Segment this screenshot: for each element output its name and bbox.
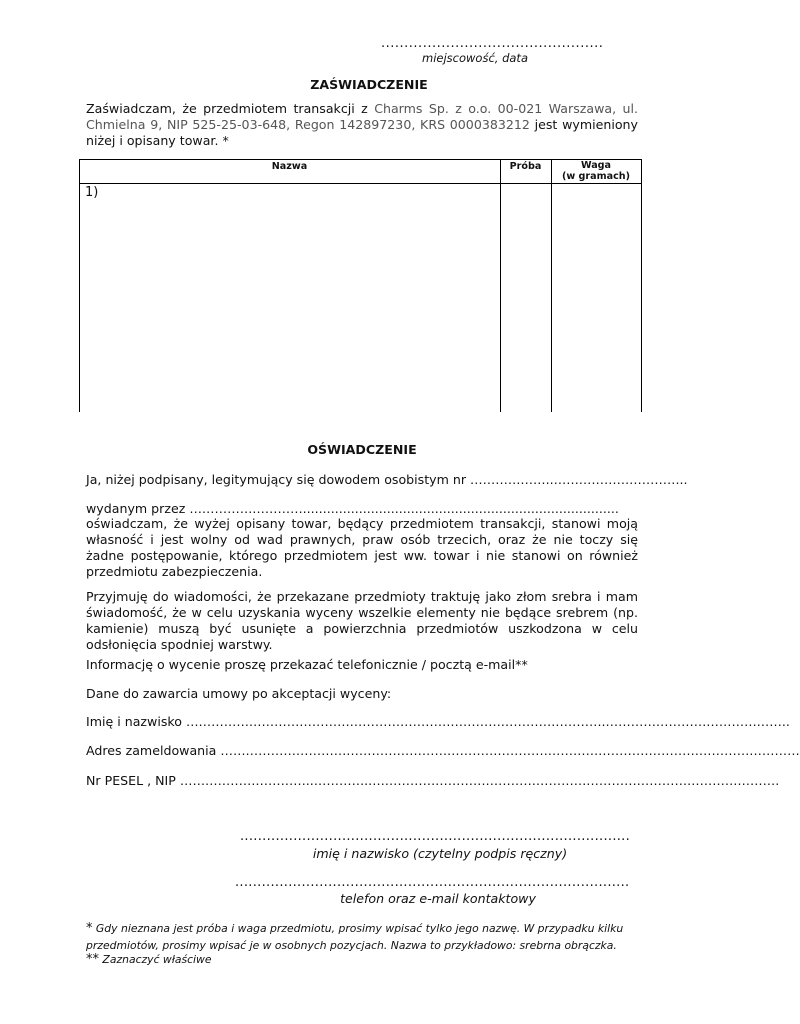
issued-by-dots[interactable]: ………………………............................................................................... xyxy=(189,501,619,516)
company-details: Charms Sp. z o.o. 00-021 Warszawa, ul. Chmielna 9, NIP 525-25-03-648, Regon 142897230, KRS 0000383212 xyxy=(86,101,638,132)
place-date-dots[interactable]: ................................................ xyxy=(381,36,604,51)
footnote-2 xyxy=(86,951,646,968)
declaration-paragraph-2: Przyjmuję do wiadomości, że przekazane przedmioty traktuję jako złom srebra i mam świadomość, że w celu uzyskania wyceny wszelkie elementy nie będące srebrem (np. kamienie) muszą być usunięte a powierzchnia przedmiotów uszkodzona w celu odsłonięcia spodniej warstwy. xyxy=(86,589,638,652)
contact-line[interactable]: ......................................................................................... xyxy=(235,875,630,890)
declaration-paragraph-4: Dane do zawarcia umowy po akceptacji wyceny: xyxy=(86,686,392,701)
certificate-title: ZAŚWIADCZENIE xyxy=(310,77,428,92)
id-number-field[interactable]: Ja, niżej podpisany, legitymujący się dowodem osobistym nr ………………..………………………….. xyxy=(86,472,688,487)
pesel-nip-field[interactable]: Nr PESEL , NIP …………………………..…………..……………………………………………………………………………………. xyxy=(86,773,780,788)
footnote-1-text: Gdy nieznana jest próba i waga przedmiotu, prosimy wpisać tylko jego nazwę. W przypadku kilku przedmiotów, prosimy wpisać je w osobnych pozycjach. Nazwa to przykładowo: srebrna obrączka. xyxy=(86,922,624,952)
signature-label: imię i nazwisko (czytelny podpis ręczny) xyxy=(312,846,568,861)
goods-table xyxy=(79,159,642,412)
signature-line[interactable]: ........................................................................................ xyxy=(240,829,631,844)
table-right-border xyxy=(641,159,642,412)
table-left-border xyxy=(79,159,80,412)
col-header-weight-line2: (w gramach) xyxy=(561,171,631,182)
footnote-2-text: Zaznaczyć właściwe xyxy=(99,953,212,966)
place-date-label: miejscowość, data xyxy=(422,51,528,65)
contact-label: telefon oraz e-mail kontaktowy xyxy=(340,891,536,906)
table-col-divider-1 xyxy=(500,159,501,412)
table-row-number[interactable]: 1) xyxy=(85,185,99,200)
footnote-2-marker: ** xyxy=(86,952,99,967)
issued-by-label: wydanym przez xyxy=(86,501,190,516)
col-header-weight xyxy=(551,160,641,182)
declaration-paragraph-1: oświadczam, że wyżej opisany towar, będący przedmiotem transakcji, stanowi moją własność i jest wolny od wad prawnych, praw osób trzecich, oraz że nie toczy się żadne postępowanie, którego przedmiotem jest ww. towar i nie stanowi on również przedmiotu zabezpieczenia. xyxy=(86,516,638,579)
full-name-field[interactable]: Imię i nazwisko ……………………………………………………………………………………….…………………………………….. xyxy=(86,714,790,729)
certificate-text xyxy=(86,101,638,149)
table-col-divider-2 xyxy=(551,159,552,412)
issued-by-field[interactable] xyxy=(86,501,638,517)
col-header-sample: Próba xyxy=(509,161,542,172)
declaration-paragraph-3: Informację o wycenie proszę przekazać telefonicznie / pocztą e-mail** xyxy=(86,657,528,672)
footnote-1 xyxy=(86,920,646,954)
declaration-title: OŚWIADCZENIE xyxy=(307,442,417,457)
col-header-name: Nazwa xyxy=(271,161,308,172)
table-header-border xyxy=(79,183,642,184)
certificate-text-after: jest wymieniony niżej i opisany towar. * xyxy=(86,117,638,148)
address-field[interactable]: Adres zameldowania ………………………………………………………………………………………………………………………… xyxy=(86,743,800,758)
col-header-weight-line1: Waga xyxy=(580,160,612,171)
footnote-1-marker: * xyxy=(86,921,93,936)
certificate-text-before: Zaświadczam, że przedmiotem transakcji z xyxy=(86,101,375,116)
